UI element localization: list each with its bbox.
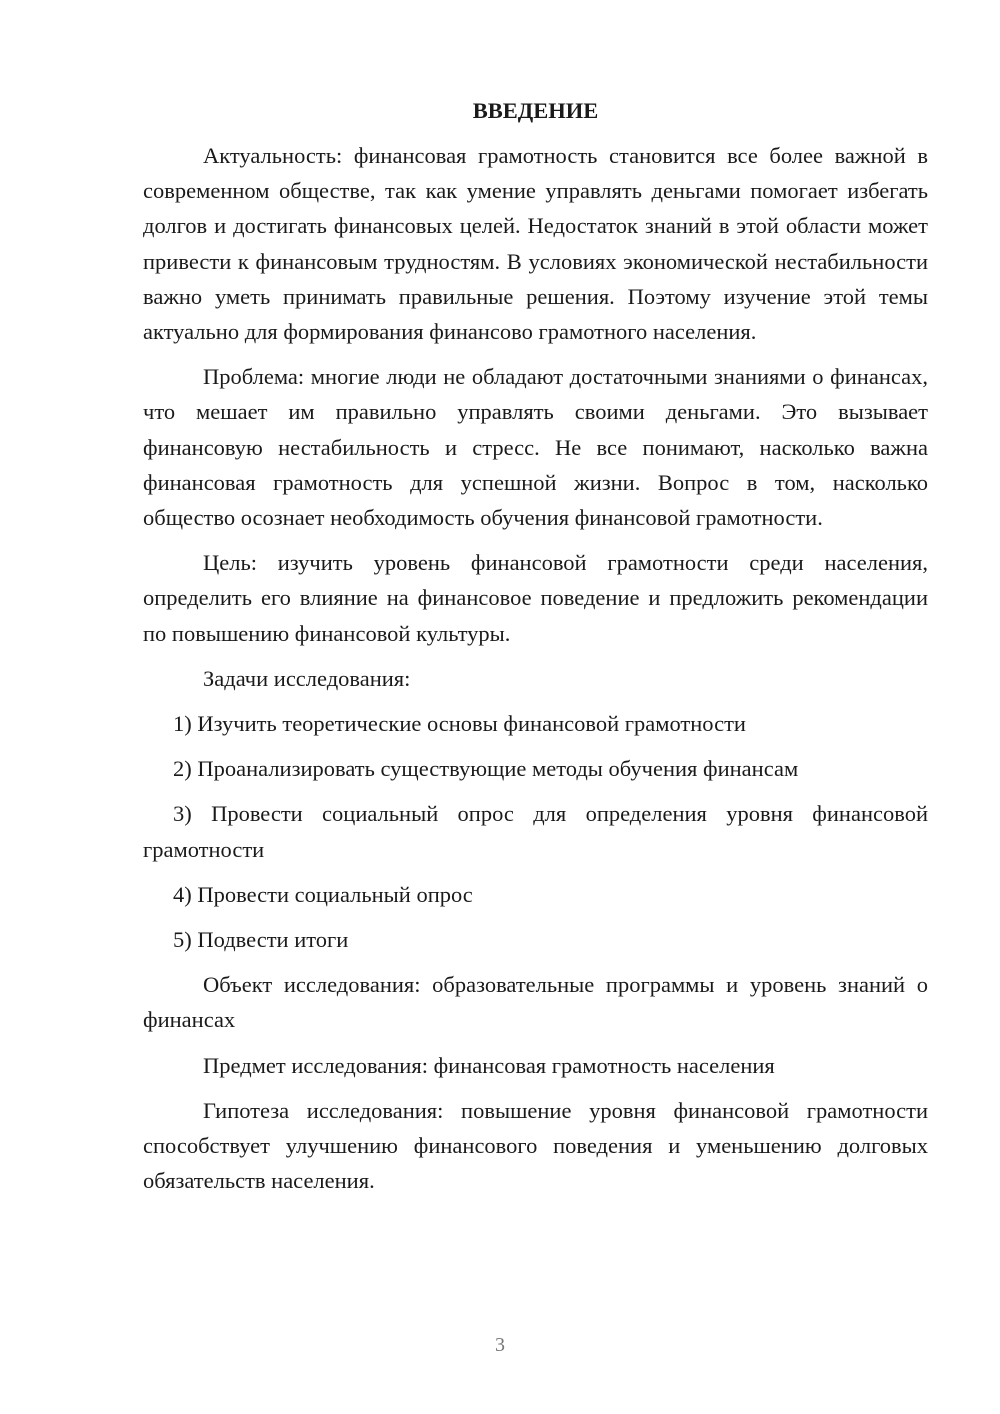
paragraph-subject: Предмет исследования: финансовая грамотность населения — [203, 1052, 775, 1078]
task-item: 4) Провести социальный опрос — [173, 881, 473, 907]
task-item: 2) Проанализировать существующие методы обучения финансам — [173, 756, 799, 782]
paragraph-hypothesis: Гипотеза исследования: повышение уровня финансовой грамотности способствует улучшению финансового поведения и уменьшению долговых обязательств населения. — [143, 1097, 928, 1194]
task-item: 5) Подвести итоги — [173, 927, 349, 953]
paragraph-tasks-heading: Задачи исследования: — [203, 665, 411, 691]
task-list — [143, 706, 928, 957]
document-page — [143, 96, 928, 1208]
paragraph-goal: Цель: изучить уровень финансовой грамотности среди населения, определить его влияние на финансовое поведение и предложить рекомендации по повышению финансовой культуры. — [143, 550, 928, 646]
document-title: ВВЕДЕНИЕ — [472, 98, 599, 123]
paragraph-object: Объект исследования: образовательные программы и уровень знаний о финансах — [143, 972, 928, 1033]
page-number: 3 — [495, 1334, 505, 1356]
paragraph-problem: Проблема: многие люди не обладают достаточными знаниями о финансах, что мешает им правильно управлять своими деньгами. Это вызывает финансовую нестабильность и стресс. Не все понимают, насколько важна финансовая грамотность для успешной жизни. Вопрос в том, насколько общество осознает необходимость обучения финансовой грамотности. — [143, 364, 928, 531]
task-item: 3) Провести социальный опрос для определения уровня финансовой грамотности — [143, 801, 928, 862]
paragraph-relevance: Актуальность: финансовая грамотность становится все более важной в современном обществе, так как умение управлять деньгами помогает избегать долгов и достигать финансовых целей. Недостаток знаний в этой области может привести к финансовым трудностям. В условиях экономической нестабильности важно уметь принимать правильные решения. Поэтому изучение этой темы актуально для формирования финансово грамотного населения. — [143, 143, 928, 345]
task-item: 1) Изучить теоретические основы финансовой грамотности — [173, 711, 746, 737]
